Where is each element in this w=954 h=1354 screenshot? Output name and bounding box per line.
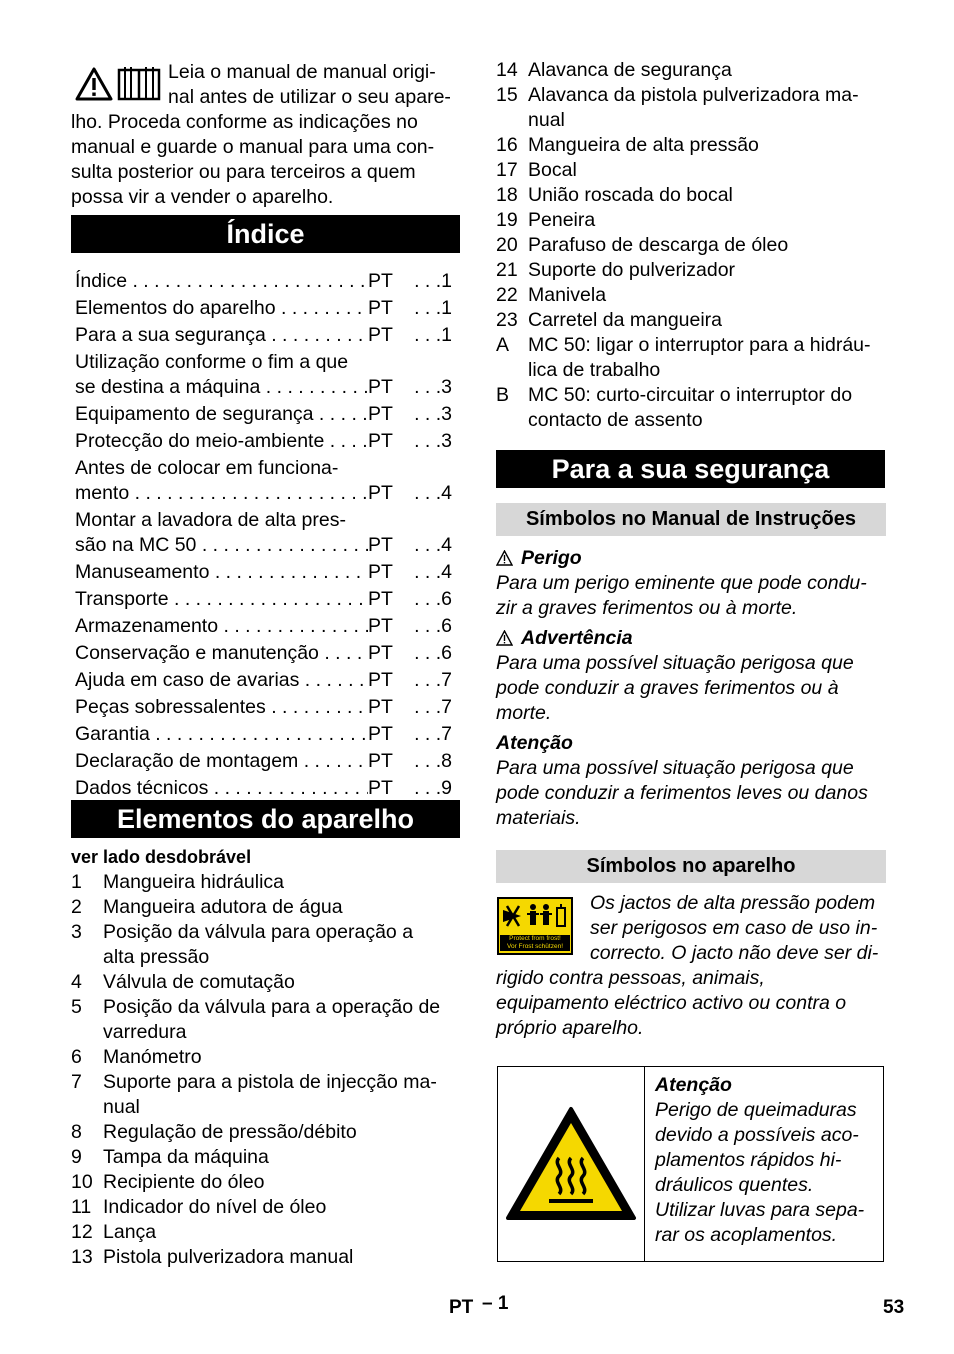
toc-entry[interactable] [71, 587, 460, 612]
toc-entry-page: . . .4 [414, 482, 452, 504]
atencao-text: Para uma possível situação perigosa que [496, 757, 854, 779]
jet-warning-block [496, 891, 886, 1041]
toc-entry[interactable] [71, 296, 460, 321]
toc-entry-lang: PT [368, 324, 393, 346]
atencao-text: pode conduzir a ferimentos leves ou danos [496, 782, 868, 804]
toc-entry-page: . . .8 [414, 750, 452, 772]
toc-entry-title: Manuseamento . . . [75, 560, 368, 585]
manual-symbols-heading: Símbolos no Manual de Instruções [496, 503, 886, 536]
elements-list-left [71, 845, 460, 1270]
toc-entry[interactable] [71, 695, 460, 720]
high-pressure-jet-sticker [497, 897, 573, 955]
jet-warning-text: ser perigosos em caso de uso in- [590, 917, 878, 939]
toc-entry[interactable] [71, 641, 460, 666]
box-text: rar os acoplamentos. [655, 1224, 838, 1246]
toc-entry-lang: PT [368, 534, 393, 556]
element-item: 23 Carretel da mangueira [496, 309, 723, 331]
element-item: 8 Regulação de pressão/débito [71, 1121, 357, 1143]
toc-entry-lang: PT [368, 430, 393, 452]
toc-entry-page: . . .7 [414, 723, 452, 745]
toc-entry-lang: PT [368, 642, 393, 664]
jet-warning-text: Os jactos de alta pressão podem [590, 892, 876, 914]
toc-entry-page: . . .1 [414, 297, 452, 319]
toc-entry[interactable] [71, 269, 460, 294]
jet-warning-text: correcto. O jacto não deve ser di- [590, 942, 879, 964]
element-item: 3 Posição da válvula para operação a alta pressão [71, 921, 414, 968]
toc-entry-lang: PT [368, 376, 393, 398]
toc-entry-title-line: Utilização conforme o fim a que [75, 351, 349, 373]
toc-entry[interactable] [71, 749, 460, 774]
toc-entry[interactable] [71, 508, 460, 558]
box-text: dráulicos quentes. [655, 1174, 814, 1196]
intro-line: manual e guarde o manual para uma con- [71, 136, 435, 158]
toc-entry-page: . . .9 [414, 777, 452, 799]
toc-entry-title: Peças sobressalentes . . . [75, 695, 368, 720]
perigo-text: zir a graves ferimentos ou à morte. [496, 597, 798, 619]
advertencia-label: Advertência [496, 626, 886, 651]
element-item: 15 Alavanca da pistola pulverizadora ma- nual [496, 84, 859, 131]
warning-triangle-icon [74, 66, 114, 102]
toc-entry-page: . . .6 [414, 615, 452, 637]
toc-entry-title-line: Antes de colocar em funciona- [75, 457, 339, 479]
toc-entry[interactable] [71, 776, 460, 801]
toc-entry-title: Dados técnicos . . . [75, 776, 368, 801]
perigo-label: Perigo [496, 546, 886, 571]
toc-entry-lang: PT [368, 297, 393, 319]
hot-surface-box [497, 1066, 884, 1262]
advertencia-text: morte. [496, 702, 552, 724]
toc-entry[interactable] [71, 350, 460, 400]
toc-entry-title: Índice . . . [75, 269, 368, 294]
intro-line: possa vir a vender o aparelho. [71, 186, 334, 208]
intro-icons [74, 66, 162, 104]
element-item: 11 Indicador do nível de óleo [71, 1196, 327, 1218]
element-item: 7 Suporte para a pistola de injecção ma- nual [71, 1071, 437, 1118]
box-text: devido a possíveis aco- [655, 1124, 859, 1146]
toc-entry-page: . . .6 [414, 642, 452, 664]
hot-surface-text-cell [645, 1067, 883, 1261]
device-symbols-heading: Símbolos no aparelho [496, 850, 886, 883]
footer-lang: PT [449, 1297, 474, 1318]
advertencia-text: Para uma possível situação perigosa que [496, 652, 854, 674]
element-item: 5 Posição da válvula para a operação de varredura [71, 996, 441, 1043]
element-item: 9 Tampa da máquina [71, 1146, 269, 1168]
element-item: 18 União roscada do bocal [496, 184, 733, 206]
toc-entry[interactable] [71, 402, 460, 427]
toc-entry-lang: PT [368, 561, 393, 583]
advertencia-text: pode conduzir a graves ferimentos ou à [496, 677, 839, 699]
footer-section-page: – 1 [482, 1293, 509, 1314]
toc-entry-title: Elementos do aparelho . . . [75, 296, 368, 321]
toc-entry-title: Equipamento de segurança . . . [75, 402, 368, 427]
manual-book-icon [117, 66, 161, 102]
toc-entry-title: Garantia . . . [75, 722, 368, 747]
toc-entry-title: Transporte . . . [75, 587, 368, 612]
toc-entry-page: . . .1 [414, 324, 452, 346]
safety-text [496, 546, 886, 831]
element-item: 1 Mangueira hidráulica [71, 871, 285, 893]
perigo-text: Para um perigo eminente que pode condu- [496, 572, 867, 594]
toc-entry-title-line: Montar a lavadora de alta pres- [75, 509, 346, 531]
sticker-text: Protect from frost! Vor Frost schützen! [500, 935, 570, 951]
box-text: Perigo de queimaduras [655, 1099, 857, 1121]
toc-entry-page: . . .7 [414, 669, 452, 691]
page-number: 53 [883, 1297, 905, 1318]
toc-entry-lang: PT [368, 270, 393, 292]
toc-entry-lang: PT [368, 669, 393, 691]
element-item: 12 Lança [71, 1221, 157, 1243]
toc-entry-title: mento . . . [75, 481, 368, 506]
intro-block [71, 60, 460, 210]
toc-entry-title: Armazenamento . . . [75, 614, 368, 639]
element-item: 20 Parafuso de descarga de óleo [496, 234, 789, 256]
box-text: plamentos rápidos hi- [655, 1149, 842, 1171]
toc-entry-lang: PT [368, 696, 393, 718]
toc-entry-lang: PT [368, 777, 393, 799]
element-item: 16 Mangueira de alta pressão [496, 134, 759, 156]
toc-entry-lang: PT [368, 750, 393, 772]
toc-entry[interactable] [71, 722, 460, 747]
intro-line: Leia o manual de manual origi- [168, 61, 436, 83]
jet-warning-text: rigido contra pessoas, animais, [496, 967, 765, 989]
toc-entry-title: Ajuda em caso de avarias . . . [75, 668, 368, 693]
toc-entry[interactable] [71, 323, 460, 348]
element-item: 4 Válvula de comutação [71, 971, 295, 993]
toc-entry[interactable] [71, 668, 460, 693]
toc-entry-page: . . .6 [414, 588, 452, 610]
toc-entry-lang: PT [368, 403, 393, 425]
toc-entry-page: . . .1 [414, 270, 452, 292]
element-item: 22 Manivela [496, 284, 607, 306]
jet-hazard-icon [499, 900, 571, 936]
intro-line: nal antes de utilizar o seu apare- [168, 86, 451, 108]
atencao-label: Atenção [496, 732, 573, 754]
element-item: 21 Suporte do pulverizador [496, 259, 736, 281]
toc-entry[interactable] [71, 614, 460, 639]
element-item: 14 Alavanca de segurança [496, 59, 732, 81]
element-item: 2 Mangueira adutora de água [71, 896, 343, 918]
element-item: A MC 50: ligar o interruptor para a hidráu- lica de trabalho [496, 334, 871, 381]
toc-entry-title: Conservação e manutenção . . . [75, 641, 368, 666]
box-text: Utilizar luvas para sepa- [655, 1199, 865, 1221]
toc-entry-lang: PT [368, 723, 393, 745]
toc-entry-title: Para a sua segurança . . . [75, 323, 368, 348]
toc-entry-lang: PT [368, 588, 393, 610]
safety-heading: Para a sua segurança [496, 450, 885, 488]
element-item: B MC 50: curto-circuitar o interruptor do contacto de assento [496, 384, 853, 431]
warning-triangle-icon [496, 550, 513, 566]
jet-warning-text: equipamento eléctrico activo ou contra o [496, 992, 847, 1014]
toc-entry-title: Protecção do meio-ambiente . . . [75, 429, 368, 454]
toc-entry[interactable] [71, 429, 460, 454]
toc-entry-lang: PT [368, 482, 393, 504]
elements-heading: Elementos do aparelho [71, 800, 460, 838]
toc-entry-page: . . .7 [414, 696, 452, 718]
jet-warning-text: próprio aparelho. [496, 1017, 644, 1039]
toc-entry[interactable] [71, 456, 460, 506]
intro-line: lho. Proceda conforme as indicações no [71, 111, 418, 133]
element-item: 17 Bocal [496, 159, 577, 181]
toc-entry-page: . . .3 [414, 403, 452, 425]
atencao-text: materiais. [496, 807, 581, 829]
hot-surface-warning-icon [505, 1106, 637, 1222]
hot-surface-sign-cell [498, 1067, 645, 1261]
toc-entry-title: são na MC 50 . . . [75, 533, 368, 558]
toc-list [71, 269, 460, 803]
intro-line: sulta posterior ou para terceiros a quem [71, 161, 416, 183]
element-item: 13 Pistola pulverizadora manual [71, 1246, 354, 1268]
toc-entry-page: . . .4 [414, 534, 452, 556]
elements-list-right [496, 58, 886, 433]
toc-entry-title: Declaração de montagem . . . [75, 749, 368, 774]
element-item: 6 Manómetro [71, 1046, 202, 1068]
toc-entry-lang: PT [368, 615, 393, 637]
element-item: 10 Recipiente do óleo [71, 1171, 265, 1193]
warning-triangle-icon [496, 630, 513, 646]
element-item: 19 Peneira [496, 209, 596, 231]
toc-entry-page: . . .3 [414, 376, 452, 398]
toc-entry-page: . . .3 [414, 430, 452, 452]
toc-entry[interactable] [71, 560, 460, 585]
box-atencao-label: Atenção [655, 1074, 732, 1096]
elements-subheading: ver lado desdobrável [71, 847, 252, 867]
toc-entry-title: se destina a máquina . . . [75, 375, 368, 400]
toc-entry-page: . . .4 [414, 561, 452, 583]
toc-heading: Índice [71, 215, 460, 253]
